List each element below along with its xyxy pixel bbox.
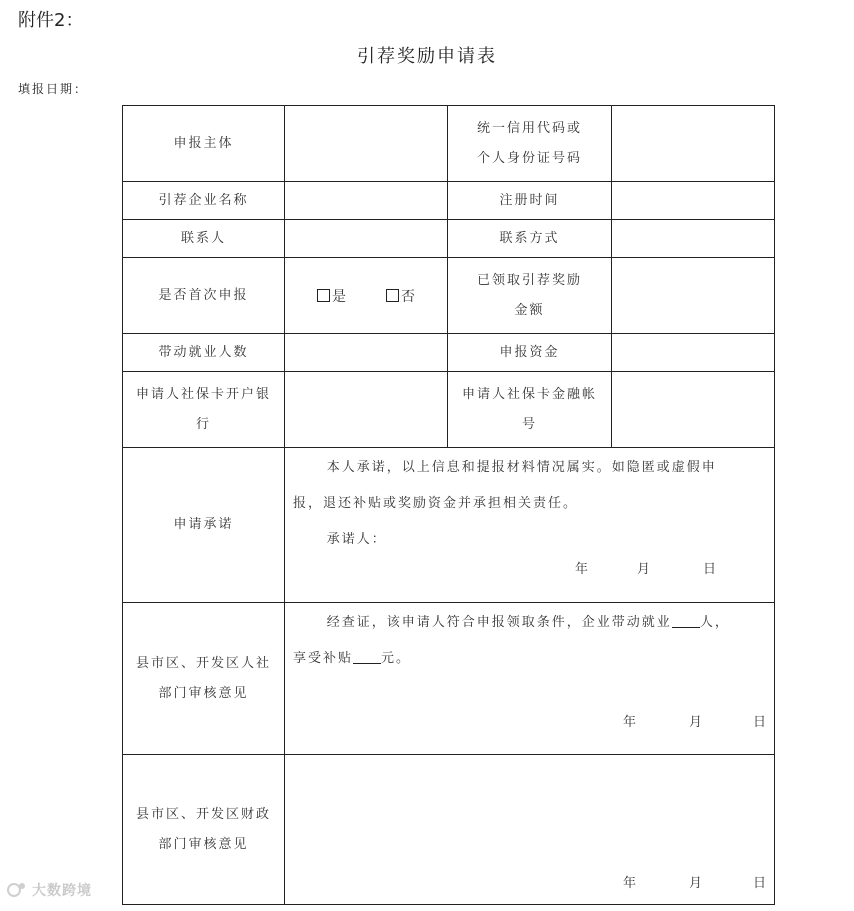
option-yes-checkbox[interactable] bbox=[317, 286, 346, 306]
finance-review-month: 月 bbox=[689, 876, 705, 891]
promise-cell[interactable] bbox=[285, 448, 775, 603]
credit-code-label-line2: 个人身份证号码 bbox=[476, 150, 582, 166]
register-time-field[interactable] bbox=[612, 182, 775, 220]
account-field[interactable] bbox=[612, 372, 775, 448]
table-row bbox=[123, 448, 775, 603]
promise-year: 年 bbox=[575, 562, 591, 577]
watermark bbox=[6, 880, 92, 900]
register-time-label: 注册时间 bbox=[448, 182, 612, 220]
hr-review-text-part3: 享受补贴 bbox=[293, 651, 354, 666]
account-label-line2: 号 bbox=[521, 416, 537, 432]
promise-text-line1: 本人承诺，以上信息和提报材料情况属实。如隐匿或虚假申 bbox=[326, 460, 717, 475]
hr-review-label-line1: 县市区、开发区人社 bbox=[135, 655, 271, 671]
application-form-table bbox=[122, 105, 775, 905]
company-name-label: 引荐企业名称 bbox=[123, 182, 285, 220]
hr-review-month: 月 bbox=[689, 715, 705, 730]
hr-review-text-part4: 元。 bbox=[381, 651, 412, 666]
hr-review-text-part2: 人， bbox=[699, 615, 730, 630]
credit-code-label bbox=[448, 106, 612, 182]
bank-label bbox=[123, 372, 285, 448]
hr-review-label bbox=[123, 603, 285, 755]
apply-fund-label: 申报资金 bbox=[448, 334, 612, 372]
bank-label-line1: 申请人社保卡开户银 bbox=[135, 386, 271, 402]
finance-review-label-line2: 部门审核意见 bbox=[158, 836, 249, 852]
table-row bbox=[123, 603, 775, 755]
applicant-label: 申报主体 bbox=[123, 106, 285, 182]
first-apply-options bbox=[285, 258, 448, 334]
promise-signer: 承诺人： bbox=[326, 532, 387, 547]
annex-label: 附件2： bbox=[18, 10, 84, 31]
employment-count-field[interactable] bbox=[285, 334, 448, 372]
table-row bbox=[123, 182, 775, 220]
contact-person-field[interactable] bbox=[285, 220, 448, 258]
table-row bbox=[123, 334, 775, 372]
form-title: 引荐奖励申请表 bbox=[357, 46, 497, 67]
account-label bbox=[448, 372, 612, 448]
employment-blank[interactable] bbox=[672, 613, 700, 628]
finance-review-date bbox=[285, 872, 774, 896]
credit-code-label-line1: 统一信用代码或 bbox=[476, 120, 582, 136]
finance-review-cell[interactable] bbox=[285, 755, 775, 905]
table-row bbox=[123, 220, 775, 258]
hr-review-day: 日 bbox=[753, 715, 769, 730]
account-label-line1: 申请人社保卡金融帐 bbox=[461, 386, 597, 402]
hr-review-year: 年 bbox=[623, 715, 639, 730]
employment-count-label: 带动就业人数 bbox=[123, 334, 285, 372]
received-amount-label bbox=[448, 258, 612, 334]
table-row bbox=[123, 106, 775, 182]
hr-review-cell[interactable] bbox=[285, 603, 775, 755]
contact-method-field[interactable] bbox=[612, 220, 775, 258]
option-no-checkbox[interactable] bbox=[386, 286, 415, 306]
apply-fund-field[interactable] bbox=[612, 334, 775, 372]
hr-review-text-line2 bbox=[293, 641, 766, 677]
bank-label-line2: 行 bbox=[195, 416, 211, 432]
table-row bbox=[123, 372, 775, 448]
contact-person-label: 联系人 bbox=[123, 220, 285, 258]
company-name-field[interactable] bbox=[285, 182, 448, 220]
empty-checkbox-icon bbox=[317, 289, 330, 302]
hr-review-date bbox=[285, 711, 774, 735]
table-row bbox=[123, 258, 775, 334]
hr-review-text-line1 bbox=[293, 605, 766, 641]
watermark-text: 大数跨境 bbox=[32, 883, 92, 899]
subsidy-blank[interactable] bbox=[353, 649, 381, 664]
hr-review-label-line2: 部门审核意见 bbox=[158, 685, 249, 701]
finance-review-label-line1: 县市区、开发区财政 bbox=[135, 806, 271, 822]
first-apply-label: 是否首次申报 bbox=[123, 258, 285, 334]
received-amount-field[interactable] bbox=[612, 258, 775, 334]
watermark-logo-icon bbox=[6, 880, 28, 898]
contact-method-label: 联系方式 bbox=[448, 220, 612, 258]
credit-code-field[interactable] bbox=[612, 106, 775, 182]
finance-review-label bbox=[123, 755, 285, 905]
promise-day: 日 bbox=[703, 562, 719, 577]
bank-field[interactable] bbox=[285, 372, 448, 448]
received-amount-label-line1: 已领取引荐奖励 bbox=[476, 272, 582, 288]
option-yes-label: 是 bbox=[332, 288, 346, 305]
fill-date-label: 填报日期： bbox=[18, 82, 89, 96]
hr-review-text-part1: 经查证，该申请人符合申报领取条件，企业带动就业 bbox=[326, 615, 672, 630]
received-amount-label-line2: 金额 bbox=[514, 302, 545, 318]
promise-month: 月 bbox=[637, 562, 653, 577]
finance-review-year: 年 bbox=[623, 876, 639, 891]
empty-checkbox-icon bbox=[386, 289, 399, 302]
applicant-field[interactable] bbox=[285, 106, 448, 182]
finance-review-day: 日 bbox=[753, 876, 769, 891]
option-no-label: 否 bbox=[401, 288, 415, 305]
table-row bbox=[123, 755, 775, 905]
promise-date bbox=[285, 558, 774, 582]
promise-label: 申请承诺 bbox=[123, 448, 285, 603]
promise-text-line2: 报，退还补贴或奖励资金并承担相关责任。 bbox=[293, 496, 579, 511]
